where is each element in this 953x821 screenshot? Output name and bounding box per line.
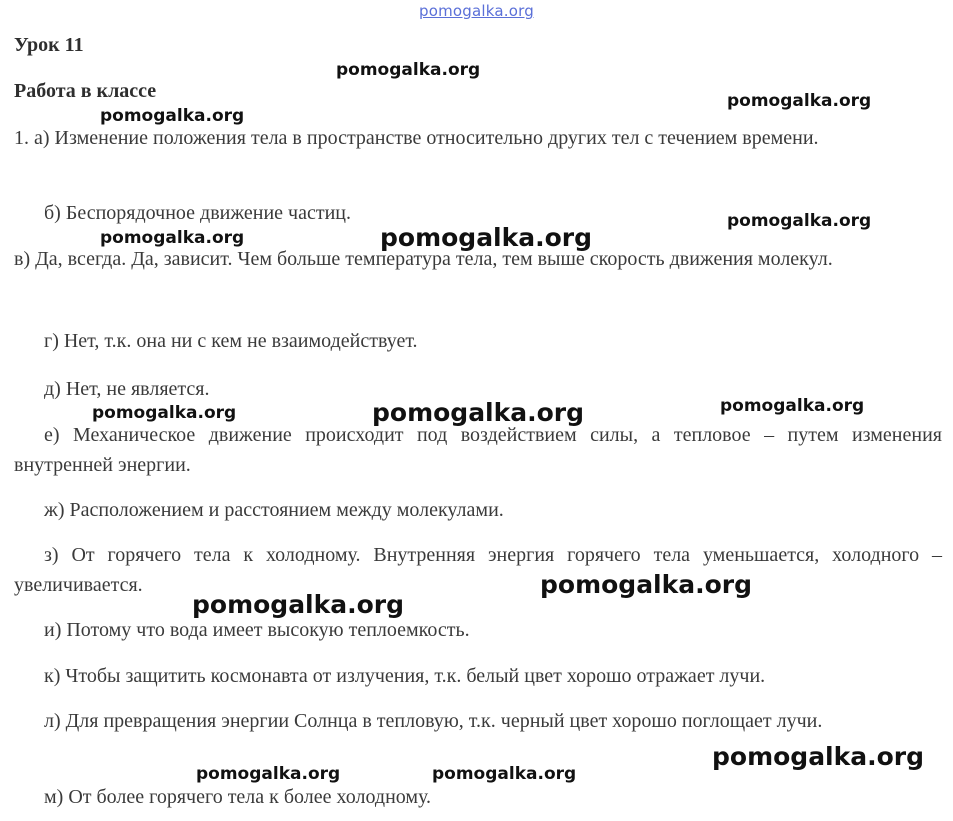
watermark: pomogalka.org: [336, 60, 481, 80]
site-link[interactable]: pomogalka.org: [419, 2, 534, 20]
answer-k: к) Чтобы защитить космонавта от излучения, т.к. белый цвет хорошо отражает лучи.: [44, 665, 766, 687]
watermark: pomogalka.org: [380, 223, 593, 252]
answer-b: б) Беспорядочное движение частиц.: [44, 202, 352, 224]
answer-l: л) Для превращения энергии Солнца в тепловую, т.к. черный цвет хорошо поглощает лучи.: [44, 710, 823, 732]
answer-1a: 1. а) Изменение положения тела в пространстве относительно других тел с течением времени.: [14, 127, 819, 149]
watermark: pomogalka.org: [100, 106, 245, 126]
watermark: pomogalka.org: [712, 742, 925, 771]
section-title: Работа в классе: [14, 80, 157, 102]
answer-z: з) От горячего тела к холодному. Внутренняя энергия горячего тела уменьшается, холодного – увеличивается.: [14, 544, 942, 596]
answer-e: е) Механическое движение происходит под воздействием силы, а тепловое – путем изменения внутренней энергии.: [14, 424, 942, 476]
watermark: pomogalka.org: [727, 211, 872, 231]
watermark: pomogalka.org: [196, 764, 341, 784]
answer-i: и) Потому что вода имеет высокую теплоемкость.: [44, 619, 470, 641]
watermark: pomogalka.org: [92, 403, 237, 423]
watermark: pomogalka.org: [540, 570, 753, 599]
watermark: pomogalka.org: [720, 396, 865, 416]
watermark: pomogalka.org: [100, 228, 245, 248]
answer-g: г) Нет, т.к. она ни с кем не взаимодействует.: [44, 330, 418, 352]
answer-v: в) Да, всегда. Да, зависит. Чем больше температура тела, тем выше скорость движения молекул.: [14, 248, 833, 270]
answer-d: д) Нет, не является.: [44, 378, 210, 400]
lesson-title: Урок 11: [14, 34, 84, 56]
watermark: pomogalka.org: [372, 398, 585, 427]
answer-m: м) От более горячего тела к более холодному.: [44, 786, 432, 808]
watermark: pomogalka.org: [727, 91, 872, 111]
watermark: pomogalka.org: [192, 590, 405, 619]
answer-zh: ж) Расположением и расстоянием между молекулами.: [44, 499, 504, 521]
watermark: pomogalka.org: [432, 764, 577, 784]
